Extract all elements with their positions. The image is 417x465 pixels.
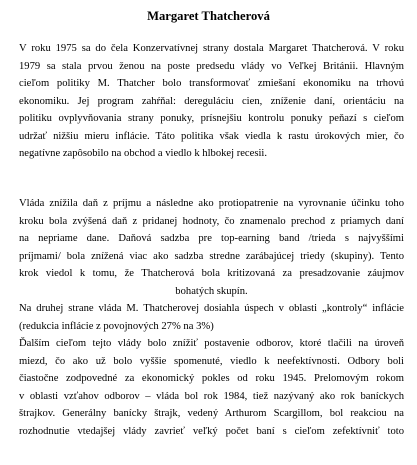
- paragraph-3: [19, 300, 404, 440]
- text-line: politiku ovplyvňovania strany ponuky, prísnejšiu kontrolu ponuky peňazí s cieľom: [19, 113, 404, 124]
- text-line: príjmami/ bola znížená viac ako sadzba stredne zarábajúcej triedy (skupiny). Tento: [19, 250, 404, 262]
- text-line: štrajkov. Generálny banícky štrajk, vedený Arthurom Scargillom, bol reakciou na: [19, 408, 404, 419]
- text-line: bohatých skupín.: [175, 285, 248, 297]
- text-line: v oblasti vzťahov odborov – vláda bol rok 1984, tiež nazývaný ako rok baníckych: [19, 390, 404, 402]
- text-line: negatívne zapôsobilo na obchod a viedlo k hlbokej recesii.: [19, 148, 267, 159]
- paragraph-2: [19, 195, 404, 300]
- text-line: na nepriame dane. Daňová sadzba pre top-earning band /trieda s najvyššími: [19, 233, 404, 244]
- text-line: Vláda znížila daň z príjmu a následne ako protiopatrenie na vyrovnanie účinku toho: [19, 198, 404, 209]
- text-line: (redukcia inflácie z povojnových 27% na 3%): [19, 320, 214, 332]
- text-line: miezd, čo ako už bolo vyššie spomenuté, viedlo k neefektívnosti. Odbory boli: [19, 355, 404, 367]
- text-line: V roku 1975 sa do čela Konzervatívnej strany dostala Margaret Thatcherová. V roku: [19, 43, 404, 54]
- text-line: Na druhej strane vláda M. Thatcherovej dosiahla úspech v oblasti „kontroly“ inflácie: [19, 303, 404, 314]
- text-line: cieľom politiky M. Thatcher bolo transformovať zmiešaní ekonomiku na trhovú: [19, 78, 404, 89]
- text-line: kroku bola zvýšená daň z pridanej hodnoty, čo znamenalo prechod z priamych daní: [19, 215, 404, 227]
- text-line: udržať nižšiu mieru inflácie. Táto politika však viedla k rastu úrokových mier, čo: [19, 130, 404, 142]
- document-title: Margaret Thatcherová: [147, 9, 270, 23]
- text-line: rozhodnutie vtedajšej vlády zavrieť veľký počet baní s cieľom zefektívniť toto: [19, 425, 404, 437]
- text-line: ekonomiku. Jej program zahŕňal: dereguláciu cien, zníženie daní, orientáciu na: [19, 95, 404, 107]
- text-line: čiastočne zodpovedné za ekonomický pokles od roku 1945. Prelomovým rokom: [19, 373, 404, 384]
- text-line: krok viedol k tomu, že Thatcherová bola kritizovaná za presadzovanie záujmov: [19, 268, 404, 279]
- paragraph-1: [19, 40, 404, 163]
- text-line: Ďalším cieľom tejto vlády bolo znížiť postavenie odborov, ktoré tlačili na úroveň: [19, 338, 404, 349]
- text-line: 1979 sa stala prvou ženou na poste predsedu vlády vo Veľkej Británii. Hlavným: [19, 60, 404, 72]
